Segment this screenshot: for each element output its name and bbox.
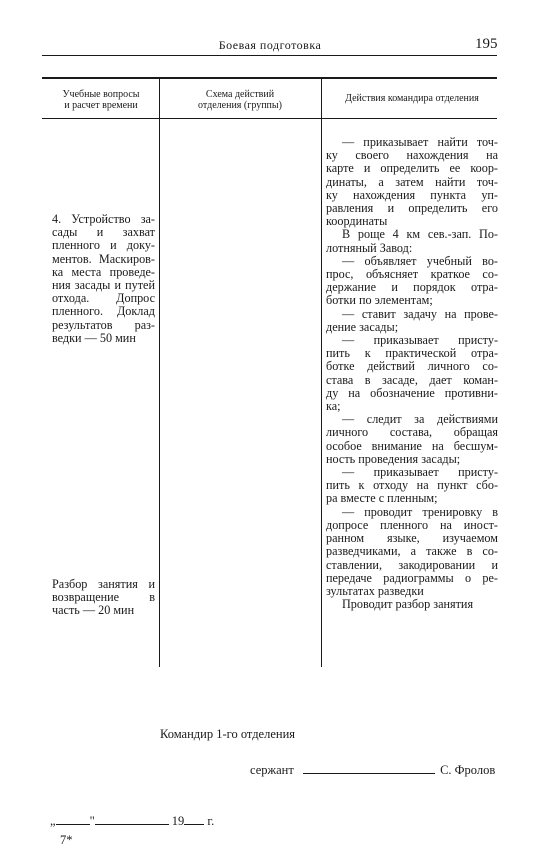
page-number: 195 — [475, 36, 498, 52]
date-year-blank — [184, 824, 204, 825]
training-item-line: сады и захват — [52, 226, 155, 240]
action-line: ботки по элементам; — [326, 294, 433, 308]
training-item-line: 4. Устройство за- — [52, 213, 155, 226]
date-day-blank — [56, 824, 90, 825]
training-item-line: отхода. Допрос — [52, 292, 155, 306]
training-item-line: возвращение в — [52, 591, 155, 605]
action-line: прос, объясняет краткое со- — [326, 268, 498, 282]
training-item-line: ния засады и путей — [52, 279, 155, 293]
training-item-line: результатов раз- — [52, 318, 155, 332]
action-line: ку своего нахождения на — [326, 149, 498, 163]
action-line: дение засады; — [326, 320, 399, 334]
action-line: передаче радиограммы о ре- — [326, 571, 498, 585]
action-line: — проводит тренировку в — [342, 505, 498, 519]
action-line: координаты — [326, 215, 388, 229]
action-line: ность проведения засады; — [326, 452, 461, 466]
action-line: разведчиками, а также в со- — [326, 545, 498, 559]
action-line: В роще 4 км сев.-зап. По- — [342, 228, 498, 242]
action-line: — ставит задачу на прове- — [342, 307, 498, 321]
action-line: допросе пленного на иност- — [326, 518, 498, 532]
action-line: ботке действий личного со- — [326, 360, 498, 374]
header-rule — [42, 55, 497, 56]
column-header-commander-actions: Действия командира отделения — [345, 93, 479, 104]
column-divider-2 — [321, 79, 322, 667]
action-line: — приказывает присту- — [342, 334, 498, 348]
training-item-line: ка места проведе- — [52, 265, 155, 279]
action-line: карте и определить ее коор- — [326, 162, 498, 176]
training-item-line: пленного и доку- — [52, 239, 155, 253]
signature-rank: сержант — [250, 763, 294, 777]
training-item-line: ведки — 50 мин — [52, 331, 136, 345]
action-line: особое внимание на бесшум- — [326, 439, 498, 453]
training-item-ambush — [52, 213, 155, 345]
column-header-scheme: Схема действий отделения (группы) — [198, 89, 282, 111]
column-header-questions: Учебные вопросы и расчет времени — [62, 89, 140, 111]
action-line: ранном языке, изучаемом — [326, 532, 498, 546]
action-line: става в засаде, дает коман- — [326, 373, 498, 387]
action-line: пить к практической отра- — [326, 347, 498, 361]
action-line: держание и порядок отра- — [326, 281, 498, 295]
action-line: ра вместе с пленным; — [326, 492, 438, 506]
action-line: пить к отходу на пункт сбо- — [326, 479, 498, 493]
action-line: Проводит разбор занятия — [342, 598, 474, 612]
date-month-blank — [95, 824, 169, 825]
training-item-line: часть — 20 мин — [52, 604, 135, 618]
action-line: — объявляет учебный во- — [342, 254, 498, 268]
date-quote-close: " — [89, 814, 95, 828]
action-line: динаты, а затем найти точ- — [326, 175, 498, 189]
signature-blank — [303, 773, 435, 774]
signature-name: С. Фролов — [440, 763, 496, 777]
training-item-line: Разбор занятия и — [52, 578, 155, 591]
action-line: ставлении, закодировании и — [326, 558, 498, 572]
table-header-rule — [42, 118, 497, 119]
action-line: ку нахождения пункта уп- — [326, 188, 498, 202]
training-item-line: пленного. Доклад — [52, 305, 155, 319]
date-line — [50, 814, 214, 829]
commander-actions-text — [326, 136, 498, 611]
training-item-debrief — [52, 578, 155, 618]
signature-title: Командир 1-го отделения — [160, 727, 296, 741]
action-line: — приказывает присту- — [342, 466, 498, 480]
action-line: равления и определить его — [326, 202, 498, 216]
date-quote-open: „ — [50, 814, 56, 828]
date-year-suffix: г. — [207, 814, 215, 828]
training-item-line: ментов. Маскиров- — [52, 252, 155, 266]
action-line: ка; — [326, 400, 341, 414]
action-line: зультатах разведки — [326, 584, 424, 598]
table-top-rule — [42, 77, 497, 79]
action-line: — приказывает найти точ- — [342, 136, 498, 149]
action-line: ду на обозначение противни- — [326, 386, 498, 400]
running-header-title: Боевая подготовка — [218, 38, 322, 52]
date-year-prefix: 19 — [171, 814, 185, 828]
column-divider-1 — [159, 79, 160, 667]
action-line: личного состава, обращая — [326, 426, 498, 440]
signature-mark: 7* — [60, 833, 73, 847]
action-line: лотняный Завод: — [326, 241, 413, 255]
action-line: — следит за действиями — [342, 413, 498, 427]
signature-line — [250, 763, 495, 778]
